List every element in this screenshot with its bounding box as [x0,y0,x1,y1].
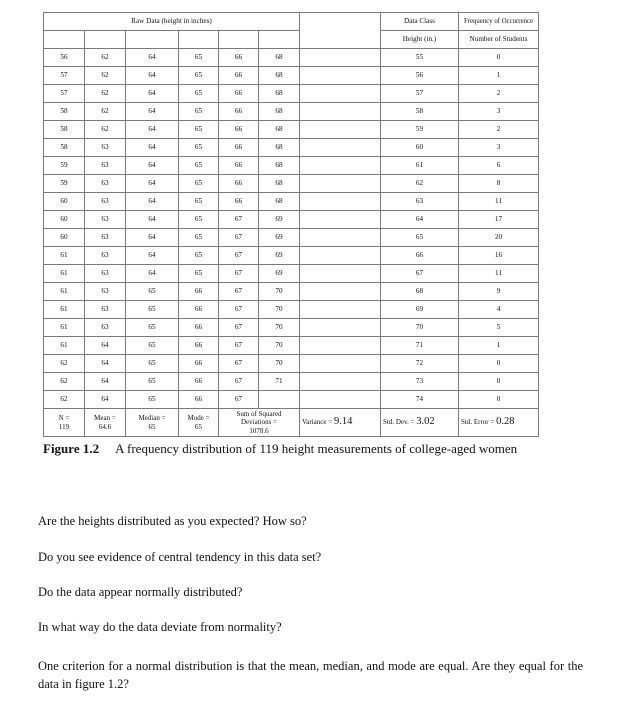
median-label: Median = [138,414,166,423]
table-row [44,175,539,193]
raw-col-1-header [44,31,85,49]
raw-value-cell: 68 [259,103,300,121]
raw-value-cell: 67 [219,337,259,355]
height-class-cell: 58 [381,103,459,121]
raw-value-cell: 61 [44,319,85,337]
raw-value-cell: 66 [219,193,259,211]
raw-value-cell: 63 [85,157,126,175]
raw-value-cell: 64 [85,373,126,391]
height-class-cell: 60 [381,139,459,157]
raw-value-cell: 62 [85,49,126,67]
stderr-cell [459,409,539,437]
raw-value-cell: 64 [126,247,179,265]
raw-value-cell: 69 [259,247,300,265]
variance-label: Variance = [302,418,334,427]
raw-value-cell: 66 [179,337,219,355]
raw-value-cell: 58 [44,103,85,121]
frequency-cell: 5 [459,319,539,337]
height-class-cell: 69 [381,301,459,319]
raw-value-cell: 65 [126,355,179,373]
height-class-cell: 67 [381,265,459,283]
height-class-cell: 65 [381,229,459,247]
mode-label: Mode = [187,414,210,423]
frequency-cell: 8 [459,175,539,193]
raw-value-cell: 64 [126,193,179,211]
table-row [44,373,539,391]
raw-value-cell: 64 [85,355,126,373]
frequency-cell: 4 [459,301,539,319]
height-class-cell: 57 [381,85,459,103]
raw-value-cell: 65 [126,337,179,355]
raw-value-cell: 68 [259,193,300,211]
raw-value-cell: 66 [179,391,219,409]
frequency-cell: 1 [459,67,539,85]
height-class-cell: 63 [381,193,459,211]
raw-value-cell: 69 [259,265,300,283]
raw-col-4-header [179,31,219,49]
separator-cell [300,85,381,103]
raw-value-cell: 66 [179,373,219,391]
raw-col-2-header [85,31,126,49]
variance-value: 9.14 [333,416,353,428]
frequency-cell: 0 [459,355,539,373]
height-class-cell: 66 [381,247,459,265]
raw-value-cell: 67 [219,283,259,301]
table-row [44,391,539,409]
mean-value: 64.6 [98,422,112,431]
table-row [44,121,539,139]
table-row [44,139,539,157]
raw-value-cell: 67 [219,355,259,373]
frequency-header: Frequency of Occurrence [459,13,539,31]
raw-value-cell: 65 [179,49,219,67]
raw-value-cell: 60 [44,229,85,247]
figure-caption [43,441,517,457]
raw-value-cell: 65 [179,247,219,265]
raw-value-cell: 68 [259,67,300,85]
raw-value-cell: 63 [85,247,126,265]
separator-cell [300,193,381,211]
height-class-cell: 74 [381,391,459,409]
raw-value-cell: 64 [126,175,179,193]
separator-cell [300,103,381,121]
raw-value-cell: 63 [85,193,126,211]
height-class-cell: 71 [381,337,459,355]
raw-value-cell: 63 [85,319,126,337]
frequency-cell: 0 [459,49,539,67]
separator-cell [300,139,381,157]
raw-value-cell: 61 [44,265,85,283]
separator-cell [300,265,381,283]
raw-value-cell: 65 [179,229,219,247]
raw-value-cell: 63 [85,283,126,301]
raw-value-cell: 62 [85,85,126,103]
mean-label: Mean = [94,414,116,423]
raw-value-cell: 65 [179,67,219,85]
mode-cell [179,409,219,437]
raw-value-cell: 65 [179,175,219,193]
height-class-cell: 62 [381,175,459,193]
separator-cell [300,175,381,193]
separator-cell [300,229,381,247]
raw-value-cell: 67 [219,229,259,247]
height-class-cell: 61 [381,157,459,175]
separator-cell [300,283,381,301]
raw-value-cell: 65 [179,139,219,157]
raw-value-cell: 66 [179,355,219,373]
raw-value-cell: 58 [44,121,85,139]
raw-value-cell: 65 [126,373,179,391]
separator-cell [300,319,381,337]
table-row [44,85,539,103]
separator-cell [300,301,381,319]
data-class-header: Data Class [381,13,459,31]
raw-value-cell: 64 [126,265,179,283]
raw-value-cell: 60 [44,193,85,211]
raw-value-cell: 61 [44,283,85,301]
raw-value-cell: 61 [44,247,85,265]
n-label: N = [58,414,70,423]
stddev-value: 3.02 [416,416,435,428]
table-row [44,211,539,229]
raw-value-cell: 57 [44,85,85,103]
separator-cell [300,391,381,409]
raw-value-cell: 65 [179,103,219,121]
height-class-cell: 59 [381,121,459,139]
table-row [44,355,539,373]
raw-value-cell: 65 [179,265,219,283]
raw-value-cell: 66 [219,175,259,193]
median-value: 65 [148,422,156,431]
height-subheader: Height (in.) [381,31,459,49]
raw-value-cell: 67 [219,319,259,337]
raw-value-cell: 70 [259,301,300,319]
raw-value-cell: 64 [126,139,179,157]
raw-value-cell: 67 [219,391,259,409]
raw-value-cell: 65 [126,283,179,301]
raw-value-cell: 68 [259,175,300,193]
table-row [44,103,539,121]
raw-value-cell: 62 [44,373,85,391]
frequency-distribution-table [43,12,539,437]
raw-value-cell: 64 [85,337,126,355]
stddev-cell [381,409,459,437]
frequency-cell: 11 [459,193,539,211]
raw-value-cell: 65 [126,301,179,319]
figure-label: Figure 1.2 [43,441,100,456]
separator-cell [300,373,381,391]
height-class-cell: 64 [381,211,459,229]
table-row [44,229,539,247]
separator-cell [300,67,381,85]
raw-value-cell: 65 [179,121,219,139]
mean-cell [85,409,126,437]
frequency-cell: 2 [459,85,539,103]
raw-value-cell: 61 [44,337,85,355]
raw-value-cell: 65 [126,319,179,337]
frequency-cell: 2 [459,121,539,139]
raw-value-cell: 62 [44,391,85,409]
raw-value-cell: 63 [85,211,126,229]
raw-value-cell: 65 [179,85,219,103]
raw-value-cell: 62 [85,67,126,85]
raw-value-cell: 62 [44,355,85,373]
students-subheader: Number of Students [459,31,539,49]
raw-value-cell: 66 [219,157,259,175]
raw-value-cell: 63 [85,265,126,283]
raw-value-cell: 66 [179,319,219,337]
raw-value-cell: 64 [126,67,179,85]
table-row [44,193,539,211]
raw-value-cell: 66 [219,85,259,103]
raw-value-cell: 66 [219,67,259,85]
raw-value-cell: 66 [219,103,259,121]
raw-value-cell: 58 [44,139,85,157]
table-row [44,67,539,85]
raw-value-cell: 68 [259,139,300,157]
raw-value-cell: 65 [179,211,219,229]
raw-value-cell: 67 [219,247,259,265]
raw-value-cell: 70 [259,337,300,355]
raw-value-cell: 66 [219,49,259,67]
question-2: Do you see evidence of central tendency in this data set? [38,550,322,564]
frequency-cell: 17 [459,211,539,229]
raw-value-cell: 70 [259,355,300,373]
separator-cell [300,247,381,265]
raw-value-cell: 65 [179,193,219,211]
separator-cell [300,49,381,67]
raw-value-cell: 64 [85,391,126,409]
stddev-label: Std. Dev. = [383,418,417,427]
raw-value-cell: 65 [126,391,179,409]
raw-value-cell: 67 [219,301,259,319]
raw-value-cell: 64 [126,229,179,247]
n-cell [44,409,85,437]
separator-cell [300,211,381,229]
ss-label-2: Deviations = [240,418,278,427]
frequency-cell: 20 [459,229,539,247]
caption-text: A frequency distribution of 119 height measurements of college-aged women [115,441,518,456]
raw-value-cell: 63 [85,175,126,193]
raw-value-cell: 60 [44,211,85,229]
separator-cell [300,157,381,175]
table-row [44,283,539,301]
raw-value-cell: 64 [126,85,179,103]
table-row [44,265,539,283]
raw-data-header: Raw Data (height in inches) [44,13,300,31]
raw-value-cell: 66 [179,283,219,301]
frequency-cell: 0 [459,373,539,391]
raw-value-cell: 64 [126,103,179,121]
frequency-cell: 3 [459,103,539,121]
raw-col-6-header [259,31,300,49]
raw-value-cell: 68 [259,85,300,103]
ss-label-1: Sum of Squared [236,410,282,419]
median-cell [126,409,179,437]
frequency-cell: 16 [459,247,539,265]
raw-value-cell: 67 [219,373,259,391]
table-row [44,247,539,265]
criterion-paragraph: One criterion for a normal distribution is that the mean, median, and mode are equal. Are they equal for the data in figure 1.2? [38,659,583,691]
stderr-value: 0.28 [496,416,515,428]
raw-value-cell: 67 [219,265,259,283]
raw-value-cell: 61 [44,301,85,319]
frequency-cell: 3 [459,139,539,157]
height-class-cell: 72 [381,355,459,373]
variance-stats-cell [300,409,381,437]
raw-value-cell: 66 [219,121,259,139]
frequency-cell: 1 [459,337,539,355]
blank-header-cell [300,13,381,49]
raw-value-cell [259,391,300,409]
frequency-cell: 11 [459,265,539,283]
frequency-cell: 0 [459,391,539,409]
raw-value-cell: 70 [259,319,300,337]
raw-value-cell: 71 [259,373,300,391]
raw-value-cell: 64 [126,121,179,139]
raw-value-cell: 64 [126,157,179,175]
raw-value-cell: 68 [259,121,300,139]
raw-value-cell: 64 [126,211,179,229]
frequency-cell: 9 [459,283,539,301]
raw-value-cell: 63 [85,139,126,157]
height-class-cell: 68 [381,283,459,301]
raw-value-cell: 59 [44,175,85,193]
raw-value-cell: 64 [126,49,179,67]
question-4: In what way do the data deviate from normality? [38,620,282,634]
raw-value-cell: 59 [44,157,85,175]
raw-value-cell: 69 [259,211,300,229]
height-class-cell: 55 [381,49,459,67]
raw-value-cell: 67 [219,211,259,229]
raw-col-5-header [219,31,259,49]
raw-value-cell: 57 [44,67,85,85]
height-class-cell: 56 [381,67,459,85]
n-value: 119 [58,422,70,431]
raw-value-cell: 68 [259,157,300,175]
table-row [44,157,539,175]
raw-value-cell: 70 [259,283,300,301]
raw-value-cell: 66 [219,139,259,157]
mode-value: 65 [195,422,202,431]
raw-value-cell: 69 [259,229,300,247]
height-class-cell: 73 [381,373,459,391]
raw-value-cell: 65 [179,157,219,175]
raw-value-cell: 56 [44,49,85,67]
table-row [44,319,539,337]
raw-col-3-header [126,31,179,49]
raw-value-cell: 63 [85,301,126,319]
stderr-label: Std. Error = [461,418,497,427]
height-class-cell: 70 [381,319,459,337]
raw-value-cell: 68 [259,49,300,67]
table-row [44,49,539,67]
question-3: Do the data appear normally distributed? [38,585,243,599]
raw-value-cell: 66 [179,301,219,319]
raw-value-cell: 62 [85,103,126,121]
separator-cell [300,337,381,355]
separator-cell [300,121,381,139]
ss-value: 1078.6 [249,426,269,435]
frequency-cell: 6 [459,157,539,175]
raw-value-cell: 62 [85,121,126,139]
table-row [44,301,539,319]
separator-cell [300,355,381,373]
table-row [44,337,539,355]
question-1: Are the heights distributed as you expected? How so? [38,514,307,528]
sum-squared-cell [219,409,300,437]
raw-value-cell: 63 [85,229,126,247]
